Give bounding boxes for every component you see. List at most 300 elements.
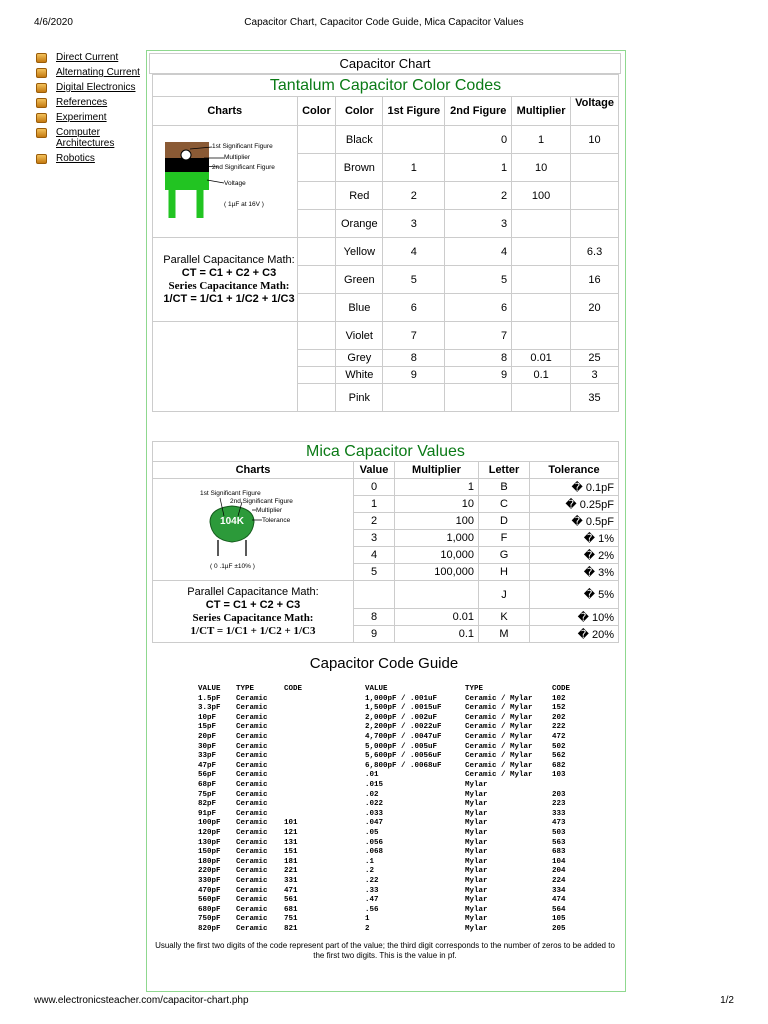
code-code: 221: [284, 867, 298, 876]
code-type: Ceramic: [236, 848, 268, 857]
code-type: Mylar: [465, 809, 488, 818]
second-figure: 7: [445, 322, 512, 350]
first-figure: 2: [383, 182, 445, 210]
mica-multiplier: 1,000: [395, 530, 479, 547]
first-figure: [383, 126, 445, 154]
mica-marking: 104K: [220, 516, 244, 527]
mica-label-2: 2nd Significant Figure: [230, 498, 293, 505]
code-code: 105: [552, 915, 566, 924]
code-type: Ceramic / Mylar: [465, 771, 533, 780]
color-name: Orange: [336, 210, 383, 238]
code-code: 151: [284, 848, 298, 857]
mica-tolerance: � 1%: [530, 530, 619, 547]
sidebar-item[interactable]: [36, 127, 146, 149]
color-name: White: [336, 367, 383, 384]
sidebar-link[interactable]: References: [56, 97, 108, 108]
code-type: Ceramic: [236, 829, 268, 837]
voltage: [571, 210, 619, 238]
code-value: .22: [365, 877, 379, 885]
mica-value: 8: [354, 609, 395, 626]
code-type: Ceramic: [236, 723, 268, 732]
code-value: 2,200pF / .0022uF: [365, 723, 442, 732]
code-code: 104: [552, 857, 566, 866]
code-type: Mylar: [465, 877, 488, 885]
first-figure: 7: [383, 322, 445, 350]
color-name: Green: [336, 266, 383, 294]
code-header-code: CODE: [284, 685, 303, 693]
color-swatch-cell: [297, 126, 336, 154]
mica-parallel-formula: CT = C1 + C2 + C3: [205, 599, 301, 611]
mica-math: [152, 586, 354, 638]
sidebar-link[interactable]: Alternating Current: [56, 67, 140, 78]
mica-title: Mica Capacitor Values: [153, 442, 619, 462]
code-value: 4,700pF / .0047uF: [365, 733, 442, 741]
code-code: 205: [552, 925, 566, 933]
first-figure: 1: [383, 154, 445, 182]
mica-col-tolerance: Tolerance: [530, 462, 619, 479]
code-type: Ceramic: [236, 733, 268, 741]
code-value: 180pF: [198, 857, 221, 866]
mica-letter: F: [479, 530, 530, 547]
code-header-type: TYPE: [236, 685, 255, 693]
code-value: .047: [365, 819, 384, 828]
mica-multiplier: 100,000: [395, 564, 479, 581]
code-type: Mylar: [465, 781, 488, 789]
multiplier: [512, 266, 571, 294]
code-type: Ceramic: [236, 867, 268, 876]
code-code: 101: [284, 819, 298, 828]
code-type: Mylar: [465, 819, 488, 828]
mica-tolerance: � 3%: [530, 564, 619, 581]
code-value: 150pF: [198, 848, 221, 857]
code-type: Ceramic: [236, 915, 268, 924]
mica-value: [354, 581, 395, 609]
code-guide-note: Usually the first two digits of the code represent part of the value; the third digit corresponds to the number of zeros to be added to the first two digits. This is the value in pf.: [155, 941, 615, 960]
col-header-color: Color: [297, 97, 336, 126]
mica-value: 3: [354, 530, 395, 547]
code-value: 5,600pF / .0056uF: [365, 752, 442, 761]
color-name: Pink: [336, 384, 383, 412]
bullet-icon: [36, 53, 47, 63]
page-title: Capacitor Chart: [149, 53, 621, 74]
bullet-icon: [36, 154, 47, 164]
code-type: Ceramic: [236, 800, 268, 809]
code-value: 3.3pF: [198, 704, 221, 713]
multiplier: 0.01: [512, 350, 571, 367]
code-value: 1: [365, 915, 370, 924]
tantalum-series-formula: 1/CT = 1/C1 + 1/C2 + 1/C3: [163, 293, 295, 305]
mica-tolerance: � 20%: [530, 626, 619, 643]
mica-tolerance: � 5%: [530, 581, 619, 609]
bullet-icon: [36, 83, 47, 93]
code-code: 502: [552, 742, 566, 751]
sidebar-item[interactable]: [36, 52, 146, 63]
mica-letter: C: [479, 496, 530, 513]
mica-multiplier: 1: [395, 479, 479, 496]
code-value: .02: [365, 790, 379, 799]
multiplier: 0.1: [512, 367, 571, 384]
code-code: 821: [284, 925, 298, 933]
code-value: .56: [365, 905, 379, 914]
code-code: 181: [284, 857, 298, 866]
code-value: .1: [365, 857, 375, 866]
code-value: 6,800pF / .0068uF: [365, 761, 442, 770]
code-header-value: VALUE: [365, 685, 388, 693]
col-header-color-name: Color: [336, 97, 383, 126]
code-code: 204: [552, 867, 566, 876]
code-header-code: CODE: [552, 685, 571, 693]
second-figure: 9: [445, 367, 512, 384]
code-value: 680pF: [198, 905, 221, 914]
code-header-value: VALUE: [198, 685, 221, 693]
tantalum-title: Tantalum Capacitor Color Codes: [153, 75, 619, 97]
col-header-second-figure: 2nd Figure: [445, 97, 512, 126]
code-type: Ceramic: [236, 752, 268, 761]
mica-tolerance: � 0.1pF: [530, 479, 619, 496]
first-figure: 9: [383, 367, 445, 384]
second-figure: 3: [445, 210, 512, 238]
code-value: 470pF: [198, 886, 221, 895]
code-code: 474: [552, 896, 566, 905]
code-value: 220pF: [198, 867, 221, 876]
code-type: Ceramic: [236, 704, 268, 713]
code-value: 120pF: [198, 829, 221, 837]
code-code: 103: [552, 771, 566, 780]
multiplier: [512, 210, 571, 238]
code-value: .022: [365, 800, 384, 809]
mica-col-value: Value: [354, 462, 395, 479]
mica-capacitor-diagram: [196, 486, 326, 570]
mica-letter: H: [479, 564, 530, 581]
code-type: Ceramic: [236, 896, 268, 905]
multiplier: 1: [512, 126, 571, 154]
code-type: Ceramic: [236, 857, 268, 866]
tantalum-label-3: 2nd Significant Figure: [212, 164, 275, 171]
first-figure: [383, 384, 445, 412]
mica-letter: B: [479, 479, 530, 496]
sidebar-link[interactable]: Computer Architectures: [56, 127, 115, 149]
code-value: 33pF: [198, 752, 217, 761]
sidebar-item[interactable]: [36, 67, 146, 78]
code-value: 820pF: [198, 925, 221, 933]
mica-value: 2: [354, 513, 395, 530]
code-code: 131: [284, 838, 298, 847]
code-type: Ceramic: [236, 925, 268, 933]
col-header-charts: Charts: [153, 97, 298, 126]
code-type: Mylar: [465, 857, 488, 866]
color-swatch-cell: [297, 182, 336, 210]
bullet-icon: [36, 113, 47, 123]
voltage: 16: [571, 266, 619, 294]
color-name: Blue: [336, 294, 383, 322]
mica-letter: D: [479, 513, 530, 530]
print-url: www.electronicsteacher.com/capacitor-chart.php: [34, 995, 249, 1006]
col-header-first-figure: 1st Figure: [383, 97, 445, 126]
tantalum-label-4: Voltage: [224, 180, 246, 187]
mica-multiplier: [395, 581, 479, 609]
tantalum-parallel-formula: CT = C1 + C2 + C3: [181, 267, 277, 279]
mica-col-charts: Charts: [153, 462, 354, 479]
tantalum-row: [153, 322, 619, 350]
mica-multiplier: 0.1: [395, 626, 479, 643]
tantalum-table: [152, 74, 619, 412]
code-code: 561: [284, 896, 298, 905]
tantalum-series-label: Series Capacitance Math:: [168, 280, 290, 292]
code-type: Mylar: [465, 896, 488, 905]
code-code: 202: [552, 713, 566, 722]
code-value: 30pF: [198, 742, 217, 751]
mica-tolerance: � 0.5pF: [530, 513, 619, 530]
code-value: .01: [365, 771, 379, 780]
mica-letter: M: [479, 626, 530, 643]
col-header-voltage: Voltage: [571, 97, 619, 126]
sidebar-item[interactable]: [36, 82, 146, 93]
voltage: [571, 154, 619, 182]
code-value: .068: [365, 848, 384, 857]
first-figure: 3: [383, 210, 445, 238]
code-type: Ceramic: [236, 781, 268, 789]
code-value: 56pF: [198, 771, 217, 780]
code-value: .056: [365, 838, 384, 847]
code-code: 152: [552, 704, 566, 713]
code-value: 750pF: [198, 915, 221, 924]
second-figure: 5: [445, 266, 512, 294]
mica-multiplier: 10: [395, 496, 479, 513]
tantalum-polarity-dot: [181, 150, 191, 160]
bullet-icon: [36, 98, 47, 108]
second-figure: 4: [445, 238, 512, 266]
code-code: 334: [552, 886, 566, 895]
first-figure: 6: [383, 294, 445, 322]
code-value: 10pF: [198, 713, 217, 722]
tantalum-caption: ( 1µF at 16V ): [224, 201, 264, 208]
code-type: Ceramic: [236, 838, 268, 847]
code-type: Ceramic / Mylar: [465, 761, 533, 770]
mica-label-1: 1st Significant Figure: [200, 490, 261, 497]
code-type: Ceramic / Mylar: [465, 742, 533, 751]
tantalum-band-green: [165, 172, 209, 190]
multiplier: [512, 322, 571, 350]
multiplier: [512, 238, 571, 266]
sidebar-link[interactable]: Experiment: [56, 112, 107, 123]
color-swatch-cell: [297, 384, 336, 412]
code-type: Ceramic / Mylar: [465, 733, 533, 741]
code-type: Mylar: [465, 848, 488, 857]
first-figure: 4: [383, 238, 445, 266]
code-type: Ceramic: [236, 761, 268, 770]
code-code: 223: [552, 800, 566, 809]
code-type: Ceramic / Mylar: [465, 704, 533, 713]
code-value: 47pF: [198, 761, 217, 770]
tantalum-math: [152, 254, 306, 306]
second-figure: 8: [445, 350, 512, 367]
print-page-number: 1/2: [720, 995, 734, 1006]
code-value: 91pF: [198, 809, 217, 818]
code-value: .033: [365, 809, 384, 818]
code-code: 503: [552, 829, 566, 837]
sidebar-item[interactable]: [36, 97, 146, 108]
code-type: Ceramic: [236, 742, 268, 751]
multiplier: 100: [512, 182, 571, 210]
code-code: 682: [552, 761, 566, 770]
code-type: Ceramic: [236, 886, 268, 895]
code-value: 20pF: [198, 733, 217, 741]
mica-value: 0: [354, 479, 395, 496]
mica-letter: K: [479, 609, 530, 626]
code-code: 471: [284, 886, 298, 895]
first-figure: 8: [383, 350, 445, 367]
code-value: .05: [365, 829, 379, 837]
code-type: Ceramic / Mylar: [465, 752, 533, 761]
multiplier: [512, 384, 571, 412]
code-code: 564: [552, 905, 566, 914]
mica-value: 5: [354, 564, 395, 581]
mica-series-label: Series Capacitance Math:: [192, 612, 314, 624]
print-date: 4/6/2020: [34, 17, 73, 28]
voltage: 10: [571, 126, 619, 154]
code-code: 222: [552, 723, 566, 732]
code-code: 472: [552, 733, 566, 741]
mica-series-formula: 1/CT = 1/C1 + 1/C2 + 1/C3: [190, 625, 316, 637]
voltage: [571, 322, 619, 350]
mica-letter: J: [479, 581, 530, 609]
bullet-icon: [36, 128, 47, 138]
code-value: 75pF: [198, 790, 217, 799]
code-type: Ceramic: [236, 713, 268, 722]
code-value: .2: [365, 867, 375, 876]
sidebar-nav: [36, 52, 146, 168]
code-value: 15pF: [198, 723, 217, 732]
mica-label-4: Tolerance: [262, 517, 291, 524]
sidebar-item[interactable]: [36, 112, 146, 123]
tantalum-empty-cell: [153, 322, 298, 412]
code-code: 563: [552, 838, 566, 847]
color-name: Violet: [336, 322, 383, 350]
col-header-multiplier: Multiplier: [512, 97, 571, 126]
color-swatch-cell: [297, 367, 336, 384]
mica-multiplier: 0.01: [395, 609, 479, 626]
code-value: 1,500pF / .0015uF: [365, 704, 442, 713]
tantalum-capacitor-diagram: [160, 136, 300, 224]
code-code: 562: [552, 752, 566, 761]
code-type: Mylar: [465, 925, 488, 933]
color-swatch-cell: [297, 350, 336, 367]
code-code: 333: [552, 809, 566, 818]
code-code: 683: [552, 848, 566, 857]
code-value: 330pF: [198, 877, 221, 885]
code-code: 751: [284, 915, 298, 924]
code-type: Mylar: [465, 838, 488, 847]
code-value: 100pF: [198, 819, 221, 828]
sidebar-link[interactable]: Direct Current: [56, 52, 119, 63]
mica-multiplier: 10,000: [395, 547, 479, 564]
code-type: Ceramic / Mylar: [465, 713, 533, 722]
code-type: Ceramic / Mylar: [465, 694, 533, 703]
code-code: 121: [284, 829, 298, 837]
code-code: 473: [552, 819, 566, 828]
color-name: Red: [336, 182, 383, 210]
code-value: .33: [365, 886, 379, 895]
color-swatch-cell: [297, 322, 336, 350]
multiplier: [512, 294, 571, 322]
voltage: 3: [571, 367, 619, 384]
code-type: Ceramic: [236, 877, 268, 885]
tantalum-parallel-label: Parallel Capacitance Math:: [163, 254, 295, 266]
code-value: 2,000pF / .002uF: [365, 713, 438, 722]
code-value: 5,000pF / .005uF: [365, 742, 438, 751]
code-value: 82pF: [198, 800, 217, 809]
sidebar-link[interactable]: Digital Electronics: [56, 82, 136, 93]
bullet-icon: [36, 68, 47, 78]
code-value: 1.5pF: [198, 694, 221, 703]
multiplier: 10: [512, 154, 571, 182]
mica-caption: ( 0 .1µF ±10% ): [210, 563, 255, 570]
code-type: Ceramic: [236, 694, 268, 703]
code-guide-title: Capacitor Code Guide: [309, 655, 459, 672]
voltage: 20: [571, 294, 619, 322]
mica-value: 1: [354, 496, 395, 513]
code-code: 331: [284, 877, 298, 885]
code-type: Ceramic / Mylar: [465, 723, 533, 732]
print-title: Capacitor Chart, Capacitor Code Guide, Mica Capacitor Values: [244, 17, 524, 28]
mica-label-3: Multiplier: [256, 507, 283, 514]
code-type: Mylar: [465, 790, 488, 799]
code-value: 130pF: [198, 838, 221, 847]
code-value: 1,000pF / .001uF: [365, 694, 438, 703]
code-code: 203: [552, 790, 566, 799]
code-code: 102: [552, 694, 566, 703]
voltage: 25: [571, 350, 619, 367]
code-type: Ceramic: [236, 819, 268, 828]
tantalum-leads: [172, 190, 200, 218]
second-figure: 6: [445, 294, 512, 322]
code-code: 224: [552, 877, 566, 885]
code-type: Ceramic: [236, 809, 268, 818]
sidebar-link[interactable]: Robotics: [56, 153, 95, 164]
second-figure: 2: [445, 182, 512, 210]
mica-multiplier: 100: [395, 513, 479, 530]
second-figure: 1: [445, 154, 512, 182]
color-swatch-cell: [297, 210, 336, 238]
code-value: 560pF: [198, 896, 221, 905]
tantalum-label-2: Multiplier: [224, 154, 251, 161]
mica-parallel-label: Parallel Capacitance Math:: [187, 586, 319, 598]
mica-col-multiplier: Multiplier: [395, 462, 479, 479]
color-swatch-cell: [297, 154, 336, 182]
mica-tolerance: � 10%: [530, 609, 619, 626]
code-value: .015: [365, 781, 384, 789]
mica-tolerance: � 2%: [530, 547, 619, 564]
code-value: 68pF: [198, 781, 217, 789]
code-type: Ceramic: [236, 905, 268, 914]
mica-value: 4: [354, 547, 395, 564]
code-type: Mylar: [465, 867, 488, 876]
code-type: Ceramic: [236, 771, 268, 780]
code-code: 681: [284, 905, 298, 914]
sidebar-item[interactable]: [36, 153, 146, 164]
first-figure: 5: [383, 266, 445, 294]
color-name: Grey: [336, 350, 383, 367]
mica-tolerance: � 0.25pF: [530, 496, 619, 513]
code-type: Ceramic: [236, 790, 268, 799]
code-type: Mylar: [465, 915, 488, 924]
code-value: 2: [365, 925, 370, 933]
code-value: .47: [365, 896, 379, 905]
color-name: Yellow: [336, 238, 383, 266]
voltage: 6.3: [571, 238, 619, 266]
mica-letter: G: [479, 547, 530, 564]
second-figure: 0: [445, 126, 512, 154]
